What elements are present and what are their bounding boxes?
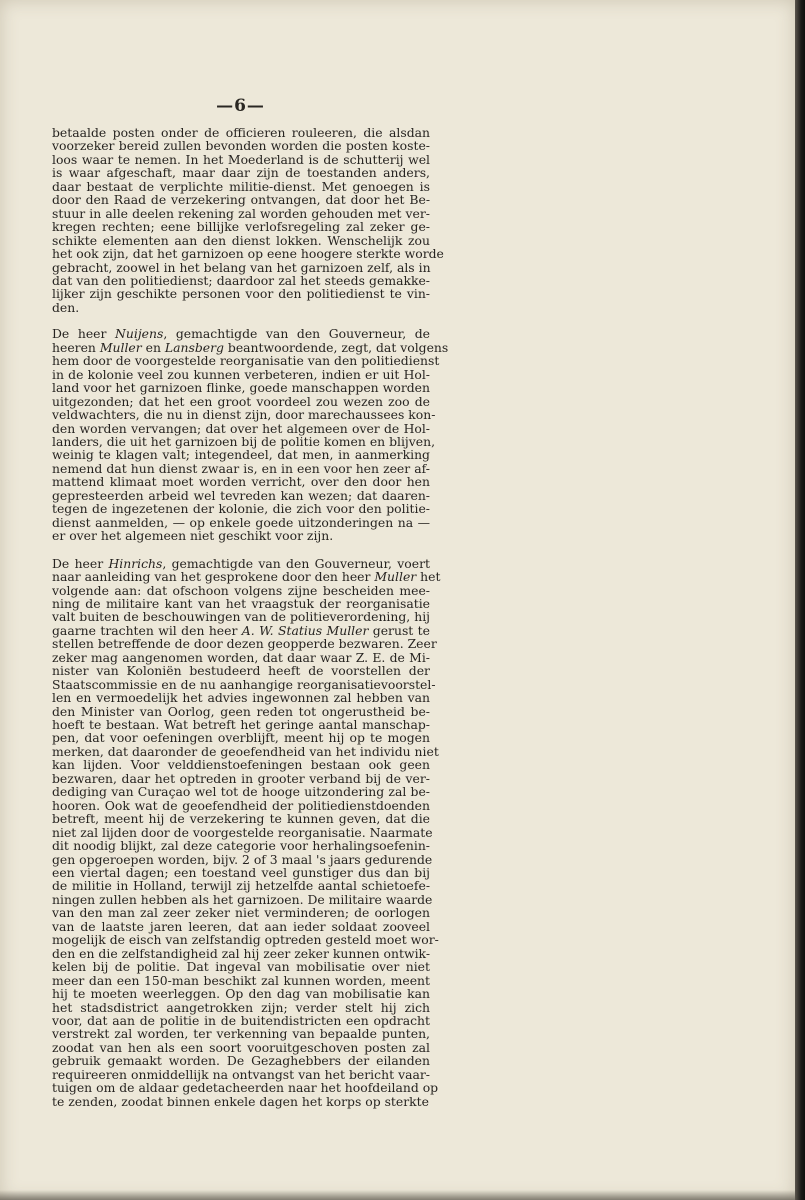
text-line: te zenden, zoodat binnen enkele dagen het korps op sterkte	[52, 1093, 429, 1109]
text-line: bezwaren, daar het optreden in grooter verband bij de ver-	[52, 770, 430, 786]
scan-bottom-edge	[0, 1190, 795, 1200]
text-line: hij te moeten weerleggen. Op den dag van mobilisatie kan	[52, 986, 430, 1002]
text-line: in de kolonie veel zou kunnen verbeteren, indien er uit Hol-	[52, 366, 430, 382]
text-line: een viertal dagen; een toestand veel gunstiger dus dan bij	[52, 865, 430, 881]
text-line: kregen rechten; eene billijke verlofsregeling zal zeker ge-	[52, 219, 430, 235]
page-number: —6—	[216, 96, 265, 116]
text-line: dit noodig blijkt, zal deze categorie voor herhalingsoefenin-	[52, 838, 430, 854]
text-line: valt buiten de beschouwingen van de politieverordening, hij	[52, 609, 430, 625]
text-line: is waar afgeschaft, maar daar zijn de toestanden anders,	[52, 165, 430, 181]
text-line: mogelijk de eisch van zelfstandig optreden gesteld moet wor-	[52, 932, 439, 948]
text-line: zeker mag aangenomen worden, dat daar waar Z. E. de Mi-	[52, 649, 430, 665]
text-line: loos waar te nemen. In het Moederland is de schutterij wel	[52, 151, 430, 167]
paragraph-2	[52, 326, 449, 544]
text-line: volgende aan: dat ofschoon volgens zijne bescheiden mee-	[52, 582, 430, 598]
text-line: nister van Koloniën bestudeerd heeft de voorstellen der	[52, 663, 430, 679]
text-line: gebracht, zoowel in het belang van het garnizoen zelf, als in	[52, 259, 431, 275]
text-line: dienst aanmelden, — op enkele goede uitzonderingen na —	[52, 514, 430, 530]
text-line: requireeren onmiddellijk na ontvangst van het bericht vaar-	[52, 1066, 430, 1082]
text-line: nemend dat hun dienst zwaar is, en in een voor hen zeer af-	[52, 460, 430, 476]
text-column	[52, 125, 449, 1109]
text-line: de militie in Holland, terwijl zij hetzelfde aantal schietoefe-	[52, 878, 430, 894]
text-line: ning de militaire kant van het vraagstuk der reorganisatie	[52, 595, 430, 611]
text-line: den en die zelfstandigheid zal hij zeer zeker kunnen ontwik-	[52, 945, 431, 961]
text-line: betreft, meent hij de verzekering te kunnen geven, dat die	[52, 811, 430, 827]
text-line: voorzeker bereid zullen bevonden worden die posten koste-	[52, 138, 430, 154]
text-line: hoeft te bestaan. Wat betreft het geringe aantal manschap-	[52, 717, 430, 733]
text-line: lijker zijn geschikte personen voor den politiedienst te vin-	[52, 286, 430, 302]
text-line: den worden vervangen; dat over het algemeen over de Hol-	[52, 420, 430, 436]
text-line: den Minister van Oorlog, geen reden tot ongerustheid be-	[52, 703, 430, 719]
text-line: De heer Hinrichs, gemachtigde van den Gouverneur, voert	[52, 555, 430, 571]
text-line: den.	[52, 299, 80, 315]
text-line: veldwachters, die nu in dienst zijn, door marechaussees kon-	[52, 407, 436, 423]
text-line: landers, die uit het garnizoen bij de politie komen en blijven,	[52, 433, 436, 449]
text-line: stuur in alle deelen rekening zal worden gehouden met ver-	[52, 205, 430, 221]
text-line: door den Raad de verzekering ontvangen, dat door het Be-	[52, 192, 430, 208]
text-line: voor, dat aan de politie in de buitendistricten een opdracht	[52, 1013, 430, 1028]
text-line: dat van den politiedienst; daardoor zal het steeds gemakke-	[52, 272, 430, 288]
text-line: verstrekt zal worden, ter verkenning van bepaalde punten,	[52, 1026, 430, 1042]
text-line: kan lijden. Voor velddienstoefeningen bestaan ook geen	[52, 757, 430, 773]
text-line: kelen bij de politie. Dat ingeval van mobilisatie over niet	[52, 959, 430, 975]
text-line: weinig te klagen valt; integendeel, dat men, in aanmerking	[52, 447, 430, 463]
text-line: zoodat van hen als een soort vooruitgeschoven posten zal	[52, 1039, 430, 1055]
text-line: schikte elementen aan den dienst lokken. Wenschelijk zou	[52, 232, 430, 248]
text-line: pen, dat voor oefeningen overblijft, meent hij op te mogen	[52, 730, 430, 746]
text-line: land voor het garnizoen flinke, goede manschappen worden	[52, 380, 430, 396]
text-line: gebruik gemaakt worden. De Gezaghebbers der eilanden	[52, 1053, 430, 1069]
text-line: hooren. Ook wat de geoefendheid der politiedienstdoenden	[52, 797, 430, 813]
text-line: ningen zullen hebben als het garnizoen. De militaire waarde	[52, 891, 433, 907]
text-line: meer dan een 150-man beschikt zal kunnen worden, meent	[52, 972, 430, 988]
text-line: stellen betreffende de door dezen geopperde bezwaren. Zeer	[52, 636, 437, 652]
text-line: heeren Muller en Lansberg beantwoordende, zegt, dat volgens	[52, 339, 449, 355]
text-line: gen opgeroepen worden, bijv. 2 of 3 maal 's jaars gedurende	[52, 851, 433, 867]
text-line: De heer Nuijens, gemachtigde van den Gouverneur, de	[52, 326, 430, 342]
text-line: van den man zal zeer zeker niet verminderen; de oorlogen	[52, 905, 430, 921]
text-line: merken, dat daaronder de geoefendheid van het individu niet	[52, 743, 439, 759]
text-line: gaarne trachten wil den heer A. W. Statius Muller gerust te	[52, 622, 430, 638]
text-line: betaalde posten onder de officieren rouleeren, die alsdan	[52, 125, 430, 140]
text-line: uitgezonden; dat het een groot voordeel zou wezen zoo de	[52, 393, 430, 409]
text-line: len en vermoedelijk het advies ingewonnen zal hebben van	[52, 690, 430, 706]
text-line: naar aanleiding van het gesprokene door den heer Muller het	[52, 569, 441, 585]
paragraph-3	[52, 555, 441, 1109]
text-line: gepresteerden arbeid wel tevreden kan wezen; dat daaren-	[52, 487, 430, 503]
paragraph-1	[52, 125, 444, 315]
text-line: het ook zijn, dat het garnizoen op eene hoogere sterkte worde	[52, 246, 444, 262]
scan-right-edge	[795, 0, 805, 1200]
text-line: hem door de voorgestelde reorganisatie van den politiedienst	[52, 353, 440, 369]
text-line: van de laatste jaren leeren, dat aan ieder soldaat zooveel	[52, 918, 430, 934]
text-line: daar bestaat de verplichte militie-dienst. Met genoegen is	[52, 178, 430, 194]
text-line: het stadsdistrict aangetrokken zijn; verder stelt hij zich	[52, 999, 430, 1015]
text-line: niet zal lijden door de voorgestelde reorganisatie. Naarmate	[52, 824, 433, 840]
text-line: tegen de ingezetenen der kolonie, die zich voor den politie-	[52, 501, 430, 517]
text-line: tuigen om de aldaar gedetacheerden naar het hoofdeiland op	[52, 1080, 439, 1096]
text-line: dediging van Curaçao wel tot de hooge uitzondering zal be-	[52, 784, 430, 800]
text-line: mattend klimaat moet worden verricht, over den door hen	[52, 474, 430, 490]
text-line: Staatscommissie en de nu aanhangige reorganisatievoorstel-	[52, 676, 436, 692]
text-line: er over het algemeen niet geschikt voor zijn.	[52, 528, 334, 544]
